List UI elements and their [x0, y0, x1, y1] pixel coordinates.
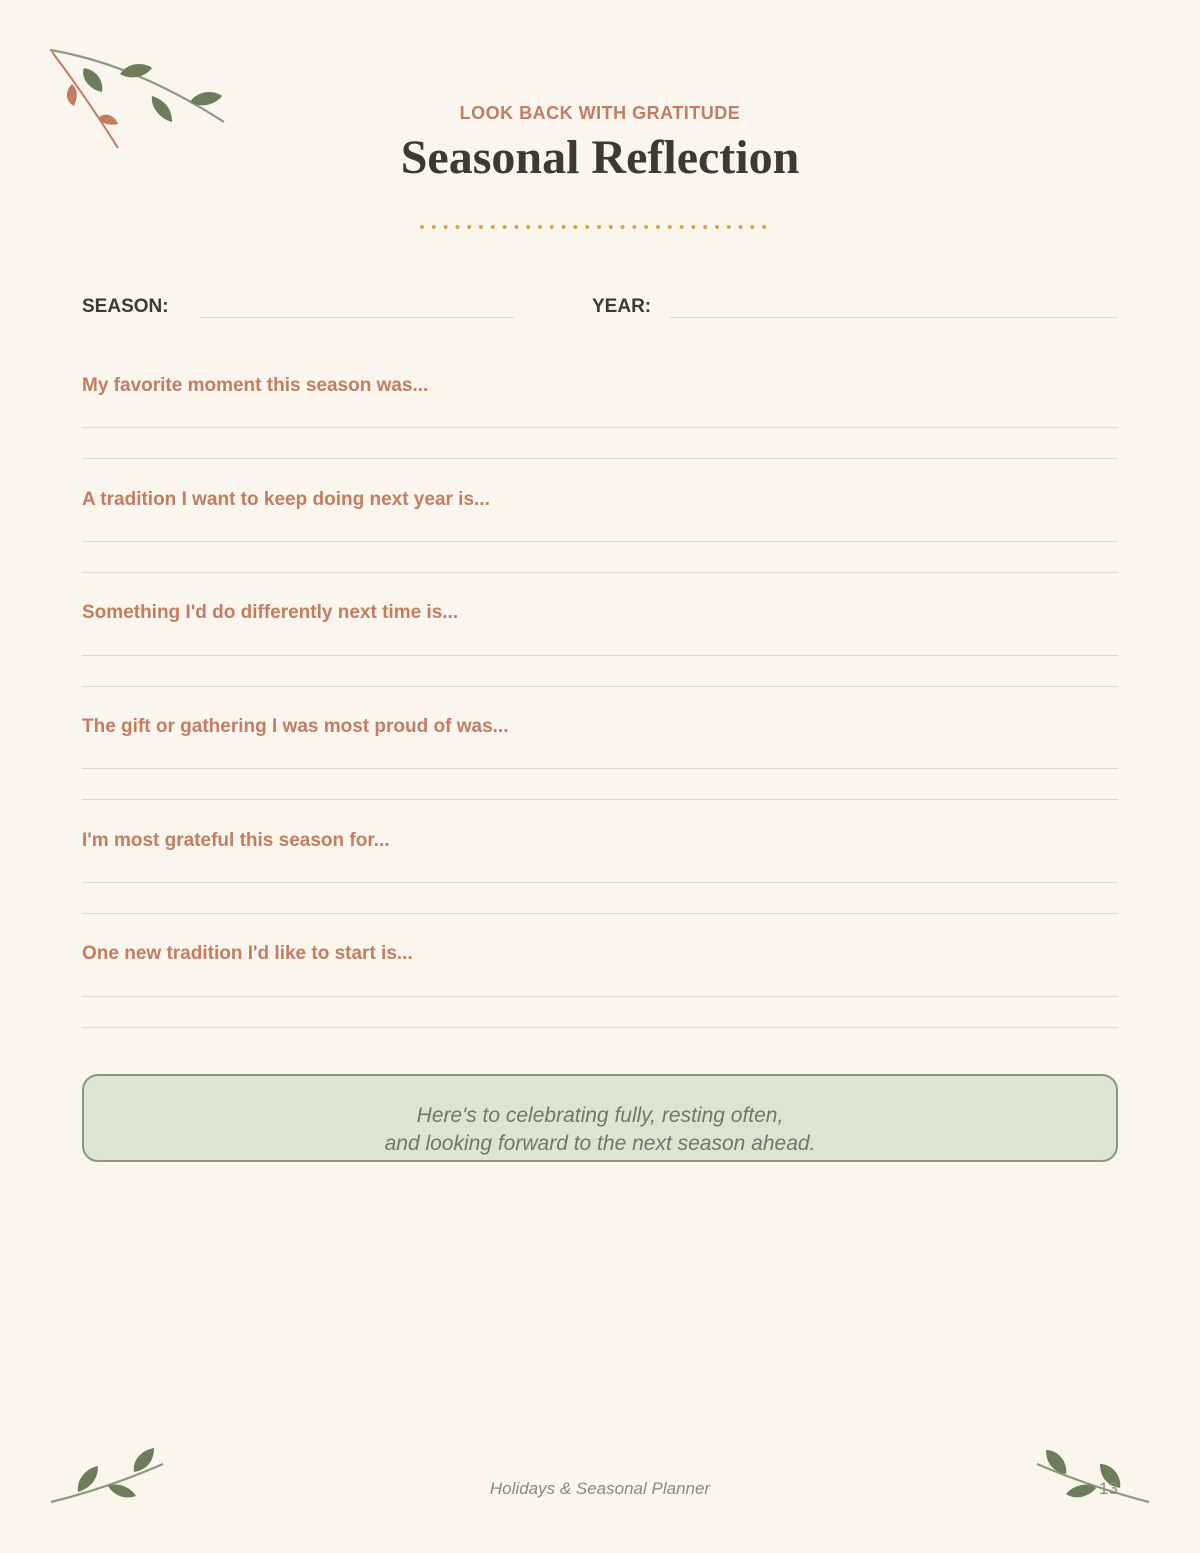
divider-dot: [715, 225, 719, 229]
divider-dot: [691, 225, 695, 229]
divider-dot: [526, 225, 530, 229]
quote-line-2: and looking forward to the next season ahead.: [384, 1132, 816, 1155]
divider-dot: [550, 225, 554, 229]
prompt-text: One new tradition I'd like to start is...: [82, 943, 413, 964]
answer-line[interactable]: [82, 799, 1118, 800]
divider-dot: [573, 225, 577, 229]
answer-line[interactable]: [82, 686, 1118, 687]
divider-dot: [503, 225, 507, 229]
dotted-divider: [418, 222, 770, 232]
divider-dot: [597, 225, 601, 229]
answer-line[interactable]: [82, 882, 1118, 883]
divider-dot: [514, 225, 518, 229]
divider-dot: [455, 225, 459, 229]
divider-dot: [703, 225, 707, 229]
footer-title: Holidays & Seasonal Planner: [489, 1479, 711, 1498]
divider-dot: [632, 225, 636, 229]
prompt-text: My favorite moment this season was...: [82, 375, 429, 396]
divider-dot: [432, 225, 436, 229]
season-label: SEASON:: [82, 296, 169, 317]
divider-dot: [609, 225, 613, 229]
closing-quote-box: [82, 1074, 1118, 1162]
season-input-line[interactable]: [200, 317, 514, 318]
page-title: Seasonal Reflection: [400, 131, 800, 184]
divider-dot: [621, 225, 625, 229]
prompt-text: Something I'd do differently next time is...: [82, 602, 459, 623]
prompt-text: I'm most grateful this season for...: [82, 830, 390, 851]
answer-line[interactable]: [82, 913, 1118, 914]
divider-dot: [491, 225, 495, 229]
answer-line[interactable]: [82, 768, 1118, 769]
divider-dot: [538, 225, 542, 229]
answer-line[interactable]: [82, 1027, 1118, 1028]
page-header: [0, 103, 1200, 186]
divider-dot: [644, 225, 648, 229]
divider-dot: [562, 225, 566, 229]
prompt-text: A tradition I want to keep doing next year is...: [82, 489, 490, 510]
divider-dot: [750, 225, 754, 229]
prompt-text: The gift or gathering I was most proud of was...: [82, 716, 509, 737]
page-number: 13: [1099, 1479, 1118, 1498]
year-label: YEAR:: [592, 296, 652, 317]
divider-dot: [585, 225, 589, 229]
answer-line[interactable]: [82, 458, 1118, 459]
divider-dot: [444, 225, 448, 229]
divider-dot: [656, 225, 660, 229]
answer-line[interactable]: [82, 655, 1118, 656]
divider-dot: [727, 225, 731, 229]
year-input-line[interactable]: [670, 317, 1118, 318]
divider-dot: [668, 225, 672, 229]
divider-dot: [762, 225, 766, 229]
eyebrow-text: LOOK BACK WITH GRATITUDE: [459, 103, 741, 123]
season-year-row: [82, 296, 1118, 320]
divider-dot: [479, 225, 483, 229]
quote-line-1: Here's to celebrating fully, resting often,: [416, 1104, 784, 1127]
answer-line[interactable]: [82, 996, 1118, 997]
divider-dot: [467, 225, 471, 229]
divider-dot: [680, 225, 684, 229]
divider-dot: [420, 225, 424, 229]
answer-line[interactable]: [82, 572, 1118, 573]
answer-line[interactable]: [82, 427, 1118, 428]
answer-line[interactable]: [82, 541, 1118, 542]
divider-dot: [739, 225, 743, 229]
